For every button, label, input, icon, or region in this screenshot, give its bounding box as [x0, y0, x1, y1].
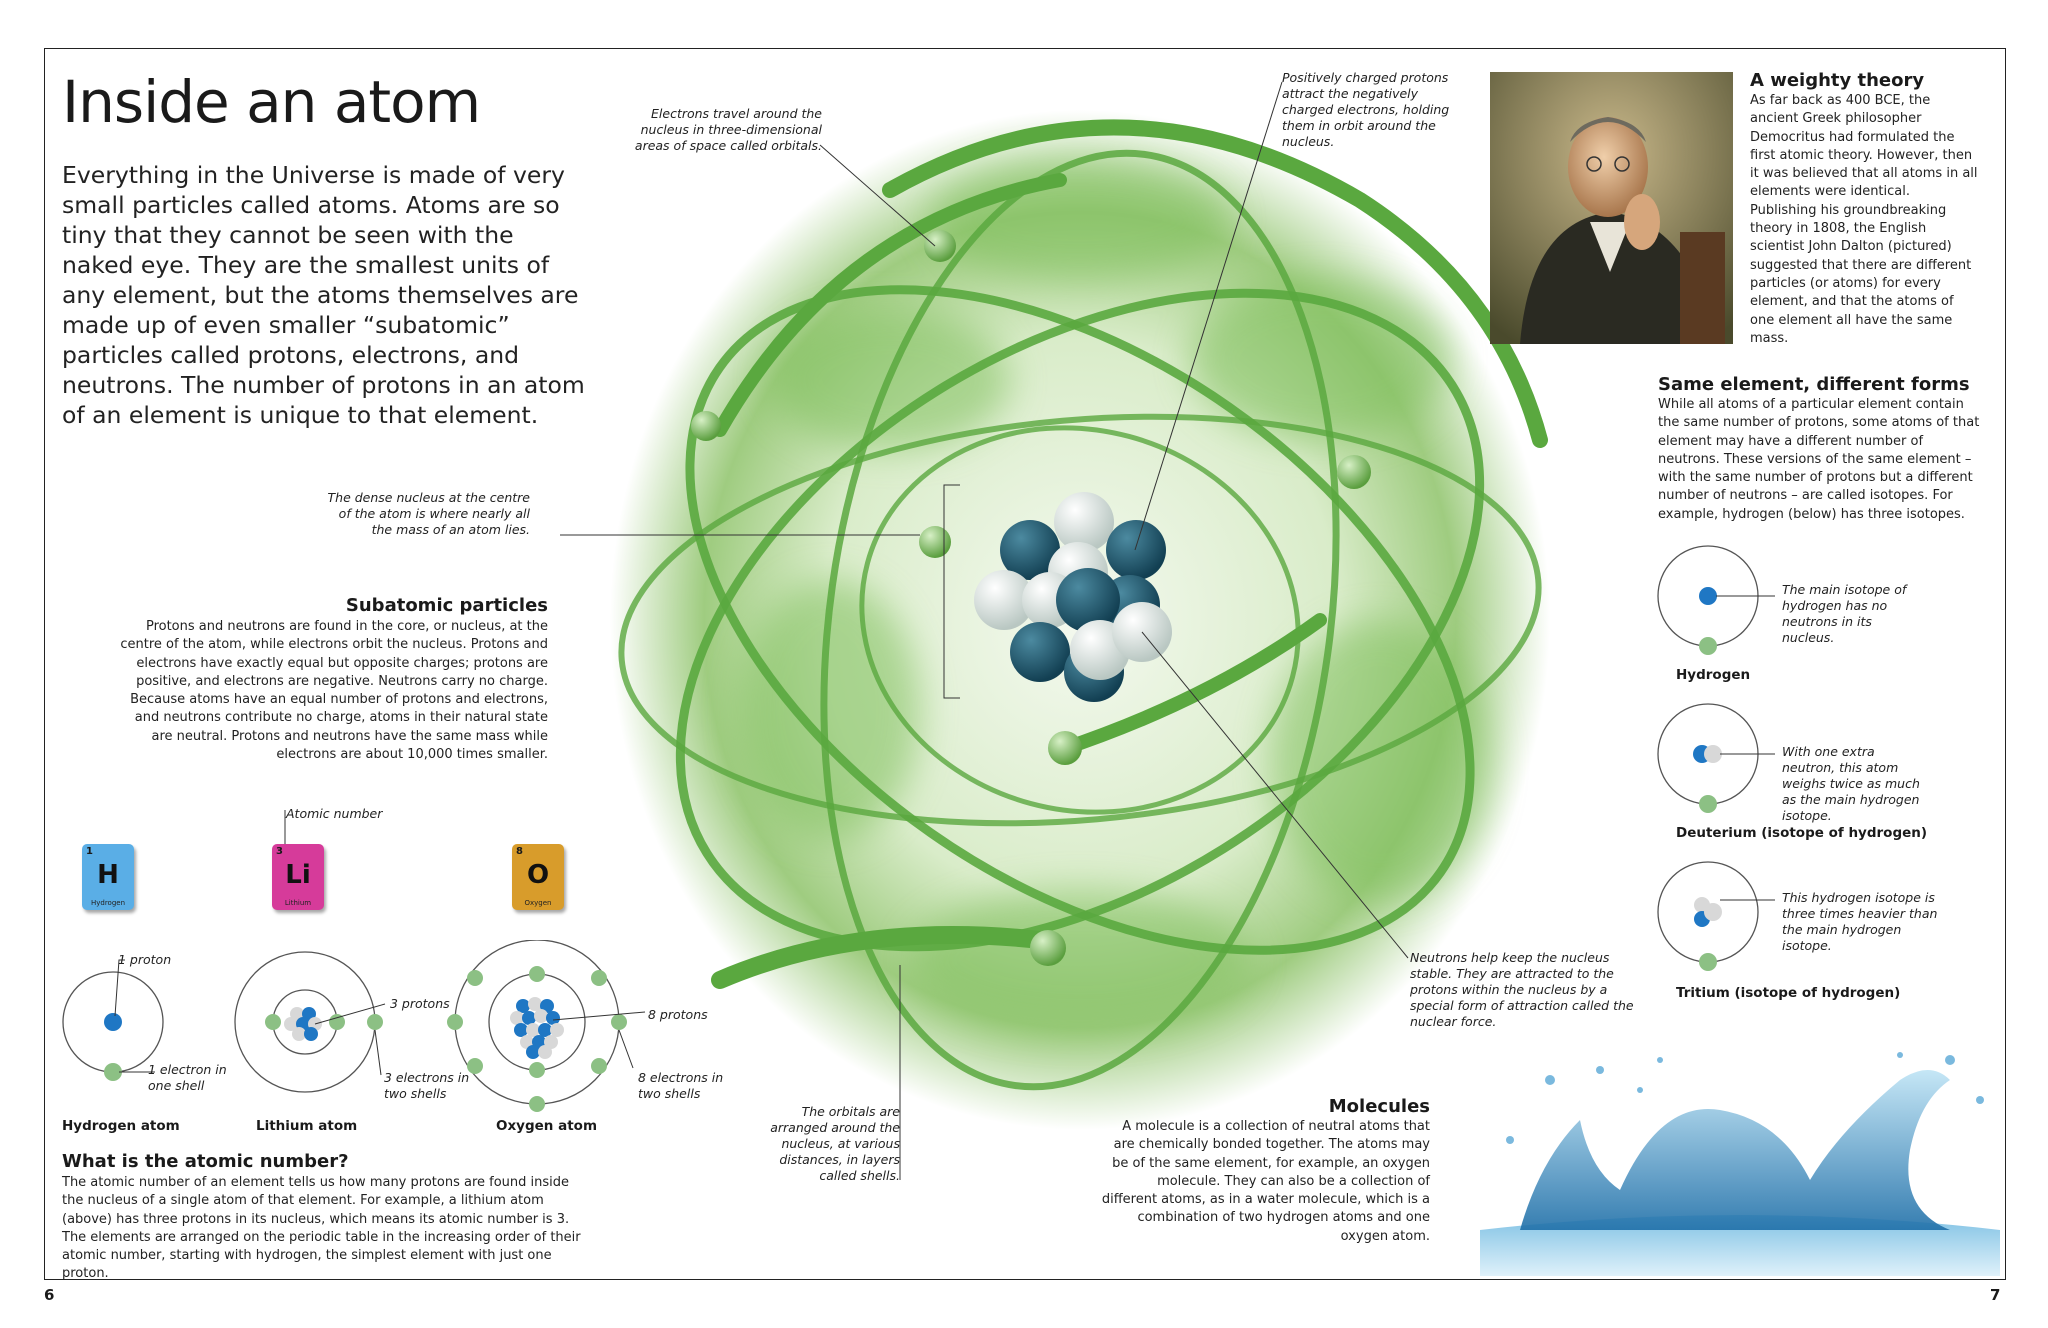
tile-number: 3: [276, 846, 283, 857]
isotope-label-hydrogen: Hydrogen: [1676, 667, 1751, 683]
caption-electrons: Electrons travel around the nucleus in three-dimensional areas of space called orbitals.: [634, 106, 822, 153]
isotopes-heading: Same element, different forms: [1658, 374, 1970, 395]
lithium-proton-note: 3 protons: [390, 996, 450, 1011]
hydrogen-proton-note: 1 proton: [118, 952, 172, 967]
caption-protons: Positively charged protons attract the negatively charged electrons, holding them in orbit around the nucleus.: [1282, 70, 1450, 149]
tile-name: Oxygen: [524, 899, 552, 907]
oxygen-proton-note: 8 protons: [648, 1007, 708, 1022]
oxygen-atom-label: Oxygen atom: [496, 1118, 598, 1134]
weighty-body: As far back as 400 BCE, the ancient Greek philosopher Democritus had formulated the first atomic theory. However, then it was believed that all atoms in all elements were identical. Publishing his groundbreaking theory in 1808, the English scientist John Dalton (pictured) suggested that there are different particles (or atoms) for every element, and that the atoms of one element all have the same mass.: [1750, 93, 1978, 346]
tile-lithium: [272, 844, 324, 910]
oxygen-electron-note: 8 electrons in two shells: [638, 1070, 724, 1101]
isotope-note-deuterium: With one extra neutron, this atom weighs twice as much as the main hydrogen isotope.: [1782, 744, 1920, 823]
molecules-body: A molecule is a collection of neutral atoms that are chemically bonded together. The atoms may be of the same element, for example, an oxygen molecule. They can also be a collection of different atoms, as in a water molecule, which is a combination of two hydrogen atoms and one oxygen atom.: [1101, 1119, 1430, 1244]
caption-neutrons: Neutrons help keep the nucleus stable. They are attracted to the protons within the nucleus by a special form of attraction called the nuclear force.: [1410, 950, 1634, 1029]
tile-symbol: H: [97, 860, 119, 890]
tile-hydrogen: [82, 844, 134, 910]
atomic-number-body: The atomic number of an element tells us how many protons are found inside the nucleus of a single atom of that element. For example, a lithium atom (above) has three protons in its nucleus, which means its atomic number is 3. The elements are arranged on the periodic table in the increasing order of their atomic number, starting with hydrogen, the simplest element with just one proton.: [62, 1175, 581, 1282]
lithium-electron-note: 3 electrons in two shells: [384, 1070, 470, 1101]
caption-nucleus: The dense nucleus at the centre of the atom is where nearly all the mass of an atom lies.: [327, 490, 530, 537]
weighty-heading: A weighty theory: [1750, 70, 1925, 91]
john-dalton-portrait: [1490, 72, 1733, 344]
isotope-label-deuterium: Deuterium (isotope of hydrogen): [1676, 825, 1928, 841]
isotope-note-hydrogen: The main isotope of hydrogen has no neutrons in its nucleus.: [1782, 582, 1907, 645]
tile-number: 1: [86, 846, 93, 857]
isotope-note-tritium: This hydrogen isotope is three times heavier than the main hydrogen isotope.: [1782, 890, 1938, 953]
water-splash-image: [1480, 1040, 2000, 1276]
hydrogen-electron-note: 1 electron in one shell: [148, 1062, 227, 1093]
tile-name: Lithium: [284, 899, 312, 907]
tile-number: 8: [516, 846, 523, 857]
page-number-right: 7: [1990, 1286, 2001, 1304]
molecules-heading: Molecules: [1328, 1096, 1430, 1117]
subatomic-body: Protons and neutrons are found in the core, or nucleus, at the centre of the atom, while electrons orbit the nucleus. Protons and electrons have exactly equal but opposite charges; protons are positive, and electrons are negative. Neutrons carry no charge. Because atoms have an equal number of protons and electrons, and neutrons contribute no charge, atoms in their natural state are neutral. Protons and neutrons have the same mass while electrons are about 10,000 times smaller.: [120, 619, 548, 763]
intro-text: Everything in the Universe is made of very small particles called atoms. Atoms are so tiny that they cannot be seen with the naked eye. They are the smallest units of any element, but the atoms themselves are made up of even smaller “subatomic” particles called protons, electrons, and neutrons. The number of protons in an atom of an element is unique to that element.: [62, 161, 585, 429]
isotope-label-tritium: Tritium (isotope of hydrogen): [1676, 985, 1901, 1001]
subatomic-heading: Subatomic particles: [345, 595, 548, 616]
oxygen-nucleus: [510, 997, 564, 1059]
tile-symbol: O: [526, 860, 550, 890]
hydrogen-atom-label: Hydrogen atom: [62, 1118, 180, 1134]
tile-symbol: Li: [285, 860, 311, 890]
caption-orbitals: The orbitals are arranged around the nucleus, at various distances, in layers called shells.: [770, 1104, 900, 1183]
tile-oxygen: [512, 844, 564, 910]
oxygen-shell-2: [455, 940, 619, 1104]
isotopes-body: While all atoms of a particular element contain the same number of protons, some atoms of that element may have a different number of neutrons. These versions of the same element – with the same number of protons but a different number of neutrons – are called isotopes. For example, hydrogen (below) has three isotopes.: [1658, 397, 1980, 522]
atomic-number-heading: What is the atomic number?: [62, 1151, 349, 1172]
page-number-left: 6: [44, 1286, 55, 1304]
isotope-diagrams: [1650, 540, 1790, 1000]
tile-name: Hydrogen: [90, 899, 126, 907]
page-title: Inside an atom: [62, 68, 481, 136]
atomic-number-label: Atomic number: [286, 806, 383, 821]
lithium-atom-label: Lithium atom: [256, 1118, 358, 1134]
